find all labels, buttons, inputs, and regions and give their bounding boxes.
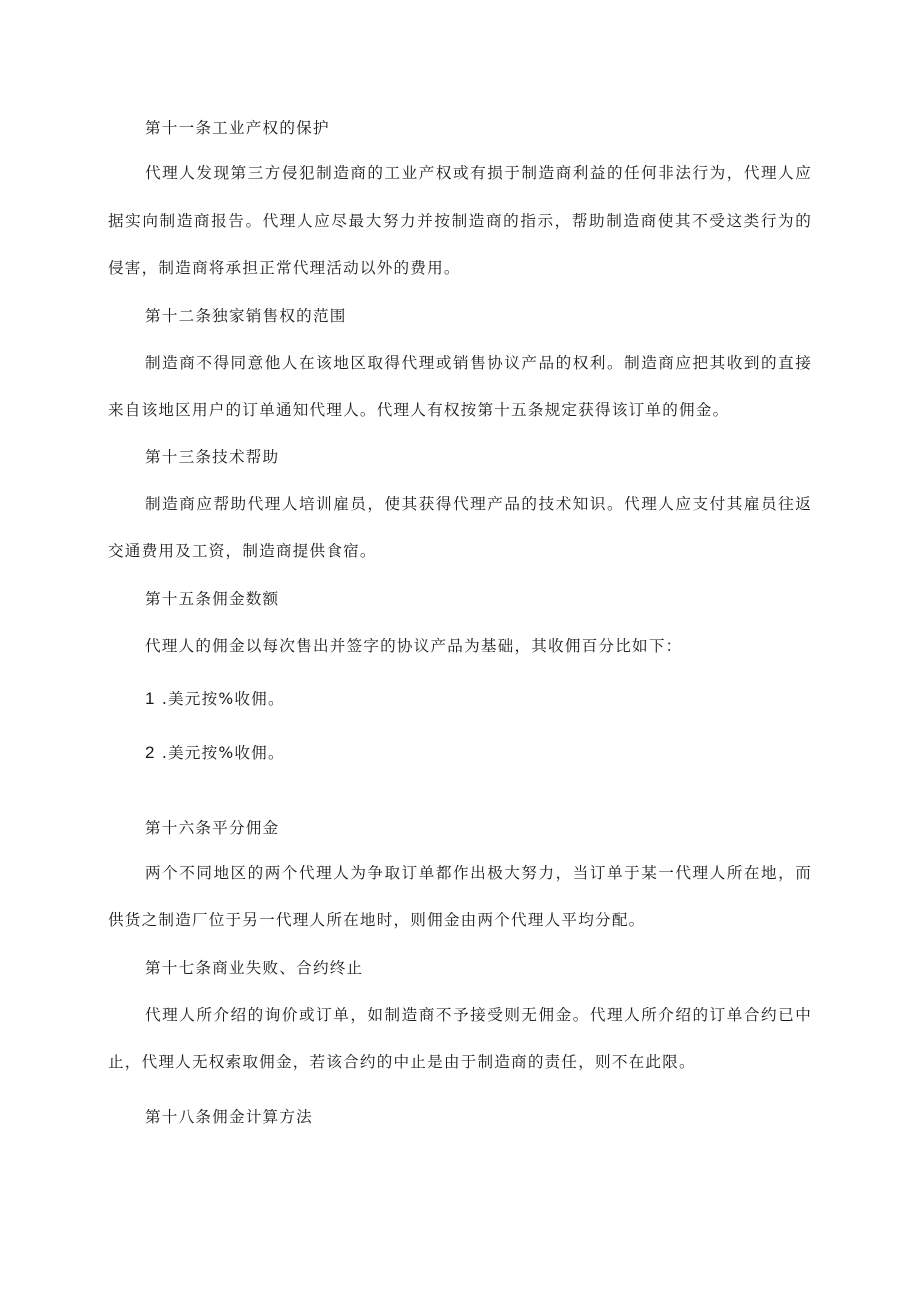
article-16-line-2: 供货之制造厂位于另一代理人所在地时，则佣金由两个代理人平均分配。	[108, 911, 646, 929]
commission-item-2-text: .美元按%收佣。	[161, 744, 285, 762]
article-16-title: 第十六条平分佣金	[145, 819, 280, 837]
article-11-line-2: 据实向制造商报告。代理人应尽最大努力并按制造商的指示，帮助制造商使其不受这类行为的	[108, 212, 812, 230]
commission-item-1	[145, 688, 812, 710]
article-16-line-1: 两个不同地区的两个代理人为争取订单都作出极大努力，当订单于某一代理人所在地，而	[145, 864, 812, 882]
commission-item-2-number: 2	[145, 743, 156, 762]
article-11-title: 第十一条工业产权的保护	[145, 119, 330, 137]
article-15-title: 第十五条佣金数额	[145, 590, 280, 608]
article-18-title: 第十八条佣金计算方法	[145, 1108, 313, 1126]
commission-item-2	[145, 742, 812, 764]
article-15-line-1: 代理人的佣金以每次售出并签字的协议产品为基础，其收佣百分比如下：	[145, 637, 683, 655]
article-12-line-2: 来自该地区用户的订单通知代理人。代理人有权按第十五条规定获得该订单的佣金。	[108, 401, 730, 419]
article-13-line-1: 制造商应帮助代理人培训雇员，使其获得代理产品的技术知识。代理人应支付其雇员往返	[145, 495, 812, 513]
article-11-line-3: 侵害，制造商将承担正常代理活动以外的费用。	[108, 259, 461, 277]
article-17-title: 第十七条商业失败、合约终止	[145, 959, 364, 977]
article-12-title: 第十二条独家销售权的范围	[145, 307, 347, 325]
commission-item-1-text: .美元按%收佣。	[161, 690, 285, 708]
article-12-line-1: 制造商不得同意他人在该地区取得代理或销售协议产品的权利。制造商应把其收到的直接	[145, 354, 812, 372]
article-17-line-2: 止，代理人无权索取佣金，若该合约的中止是由于制造商的责任，则不在此限。	[108, 1053, 696, 1071]
article-13-line-2: 交通费用及工资，制造商提供食宿。	[108, 542, 377, 560]
article-17-line-1: 代理人所介绍的询价或订单，如制造商不予接受则无佣金。代理人所介绍的订单合约已中	[145, 1006, 812, 1024]
article-13-title: 第十三条技术帮助	[145, 448, 280, 466]
article-11-line-1: 代理人发现第三方侵犯制造商的工业产权或有损于制造商利益的任何非法行为，代理人应	[145, 164, 812, 182]
commission-item-1-number: 1	[145, 689, 156, 708]
